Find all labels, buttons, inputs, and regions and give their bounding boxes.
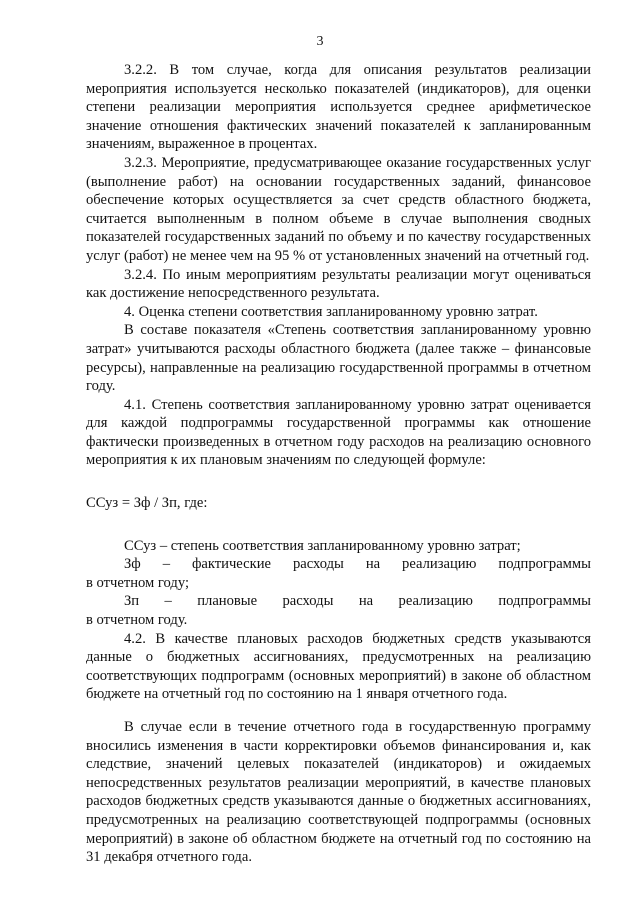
def-word: расходы [292,556,344,573]
def-word: подпрограммы [498,593,591,610]
def-word: плановые [197,593,258,610]
def-word: на [358,593,374,610]
definition-zp-cont: в отчетном году. [86,612,188,629]
def-word: фактические [191,556,272,573]
def-word: подпрограммы [498,556,591,573]
definition-ssuz: ССуз – степень соответствия запланированному уровню затрат; [124,537,521,554]
definitions-block [86,537,591,630]
def-word: реализацию [402,556,477,573]
definition-zp-line [86,592,591,611]
definition-zf-line [86,555,591,574]
document-body [86,61,591,867]
def-word: расходы [282,593,334,610]
def-word: – [164,593,172,610]
def-word: – [162,556,171,573]
paragraph-3-2-4: 3.2.4. По иным мероприятиям результаты реализации могут оцениваться как достижение непосредственного результата. [86,266,591,302]
page-number: 3 [316,34,324,49]
paragraph-last: В случае если в течение отчетного года в государственную программу вносились изменения в части корректировки объемов финансирования и, как следствие, значений целевых показателей (индикаторов) и ожидаемых непосредственных результатов реализации мероприятий, в качестве плановых расходов бюджетных средств указываются данные о бюджетных ассигнованиях, предусмотренных на реализацию соответствующей подпрограммы (основных мероприятий) в законе об областном бюджете на отчетный год по состоянию на 31 декабря отчетного года. [86,719,591,866]
def-word: Зф [124,556,141,573]
spacer [86,704,591,718]
paragraph-3-2-3: 3.2.3. Мероприятие, предусматривающее оказание государственных услуг (выполнение работ) на основании государственных заданий, финансовое обеспечение которых осуществляется за счет средств областного бюджета, считается выполненным в полном объеме в случае выполнения сводных показателей государственных заданий по объему и по качеству государственных услуг (работ) не менее чем на 95 % от установленных значений на отчетный год. [86,154,591,264]
def-word: реализацию [398,593,473,610]
formula: ССуз = Зф / Зп, где: [86,495,208,512]
section-4-heading: 4. Оценка степени соответствия запланированному уровню затрат. [124,303,538,320]
definition-zf-cont: в отчетном году; [86,574,190,591]
paragraph-4-intro: В составе показателя «Степень соответствия запланированному уровню затрат» учитываются расходы областного бюджета (далее также – финансовые ресурсы), направленные на реализацию государственной программы в отчетном году. [86,322,591,395]
def-word: Зп [124,593,140,610]
paragraph-4-2: 4.2. В качестве плановых расходов бюджетных средств указываются данные о бюджетных ассигнованиях, предусмотренных на реализацию соответствующих подпрограмм (основных мероприятий) в законе об областном бюджете на отчетный год по состоянию на 1 января отчетного года. [86,630,591,703]
paragraph-3-2-2: 3.2.2. В том случае, когда для описания результатов реализации мероприятия используется несколько показателей (индикаторов), для оценки степени реализации мероприятия используется среднее арифметическое значение отношения фактических значений показателей к запланированным значениям, выраженное в процентах. [86,62,591,153]
def-word: на [365,556,381,573]
paragraph-4-1: 4.1. Степень соответствия запланированному уровню затрат оценивается для каждой подпрограммы государственной программы как отношение фактически произведенных в отчетном году расходов на реализацию основного мероприятия к их плановым значениям по следующей формуле: [86,396,591,469]
